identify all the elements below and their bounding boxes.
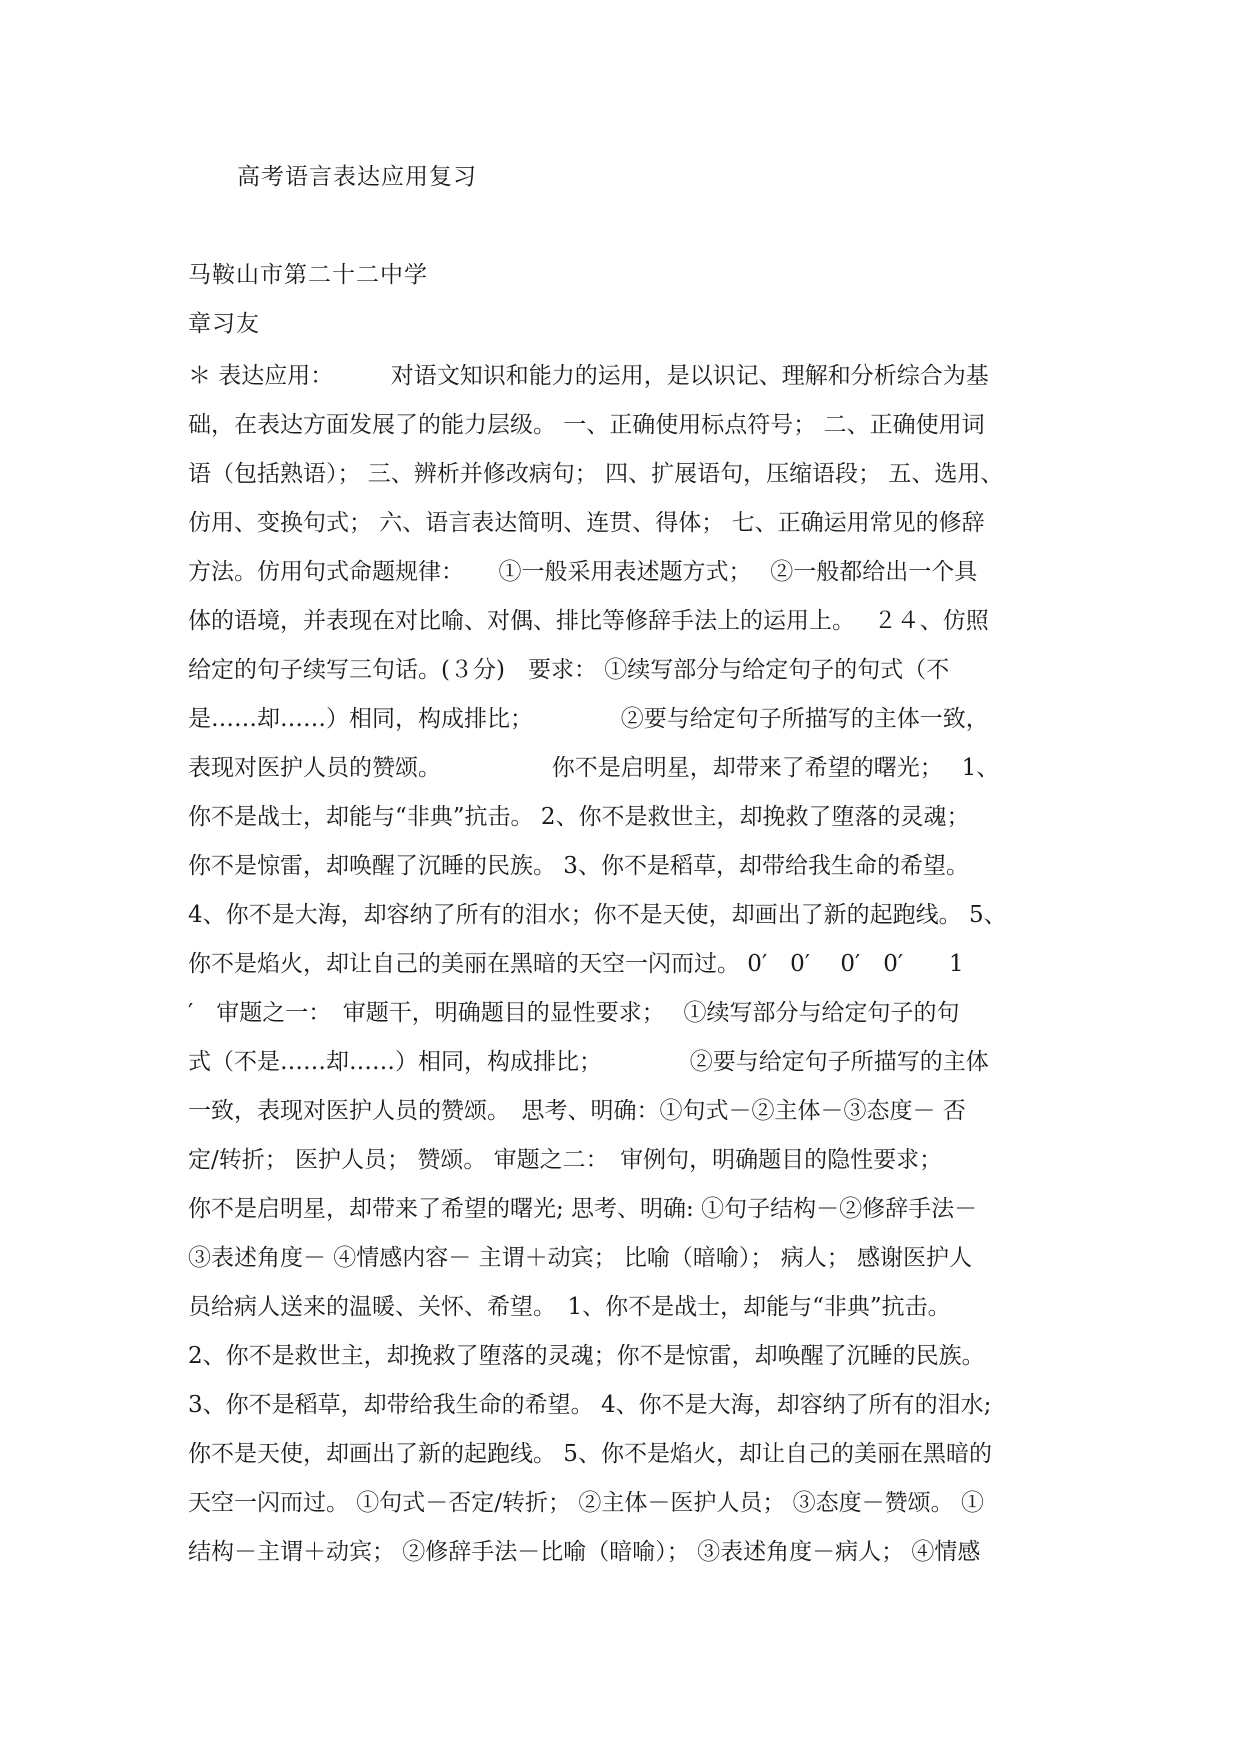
text-line: 仿用、变换句式； 六、语言表达简明、连贯、得体； 七、正确运用常见的修辞	[188, 510, 985, 536]
text-line: 你不是焰火，却让自己的美丽在黑暗的天空一闪而过。 0′ 0′ 0′ 0′ 1	[188, 951, 964, 977]
document-title: 高考语言表达应用复习	[237, 164, 477, 190]
text-line: 你不是启明星，却带来了希望的曙光; 思考、明确: ①句子结构－②修辞手法－	[188, 1196, 978, 1222]
text-line: 础，在表达方面发展了的能力层级。 一、正确使用标点符号； 二、正确使用词	[188, 412, 985, 438]
text-line: 天空一闪而过。 ①句式－否定/转折； ②主体－医护人员； ③态度－赞颂。 ①	[188, 1490, 984, 1516]
text-line: 员给病人送来的温暖、关怀、希望。 1、你不是战士，却能与“非典”抗击。	[188, 1294, 951, 1320]
text-line: 2、你不是救世主，却挽救了堕落的灵魂；你不是惊雷，却唤醒了沉睡的民族。	[188, 1343, 985, 1369]
text-line: 你不是战士，却能与“非典”抗击。 2、你不是救世主，却挽救了堕落的灵魂；	[188, 804, 970, 830]
text-line: 一致，表现对医护人员的赞颂。 思考、明确：①句式－②主体－③态度－ 否	[188, 1098, 966, 1124]
school-name: 马鞍山市第二十二中学	[188, 262, 428, 288]
text-line: 语（包括熟语）； 三、辨析并修改病句； 四、扩展语句，压缩语段； 五、选用、	[188, 461, 1004, 487]
text-line: 定/转折； 医护人员； 赞颂。 审题之二： 审例句，明确题目的隐性要求；	[188, 1147, 943, 1173]
text-line: 3、你不是稻草，却带给我生命的希望。 4、你不是大海，却容纳了所有的泪水;	[188, 1392, 992, 1418]
text-line: 结构－主谓＋动宾； ②修辞手法－比喻（暗喻）； ③表述角度－病人； ④情感	[188, 1539, 981, 1565]
text-line: 方法。仿用句式命题规律： ①一般采用表述题方式； ②一般都给出一个具	[188, 559, 978, 585]
text-line: ③表述角度－ ④情感内容－ 主谓＋动宾； 比喻（暗喻）； 病人； 感谢医护人	[188, 1245, 973, 1271]
text-line: ＊ 表达应用： 对语文知识和能力的运用，是以识记、理解和分析综合为基	[188, 363, 989, 389]
body-text	[188, 352, 1068, 1577]
author-name: 章习友	[188, 311, 260, 337]
text-line: 给定的句子续写三句话。(３分) 要求： ①续写部分与给定句子的句式（不	[188, 657, 950, 683]
text-line: ′ 审题之一： 审题干，明确题目的显性要求； ①续写部分与给定句子的句	[188, 1000, 960, 1026]
text-line: 体的语境，并表现在对比喻、对偶、排比等修辞手法上的运用上。 ２４、仿照	[188, 608, 989, 634]
text-line: 你不是惊雷，却唤醒了沉睡的民族。 3、你不是稻草，却带给我生命的希望。	[188, 853, 969, 879]
text-line: 表现对医护人员的赞颂。 你不是启明星，却带来了希望的曙光； 1、	[188, 755, 1000, 781]
text-line: 式（不是……却……）相同，构成排比； ②要与给定句子所描写的主体	[188, 1049, 989, 1075]
text-line: 是……却……）相同，构成排比； ②要与给定句子所描写的主体一致，	[188, 706, 989, 732]
text-line: 4、你不是大海，却容纳了所有的泪水；你不是天使，却画出了新的起跑线。 5、	[188, 902, 1007, 928]
text-line: 你不是天使，却画出了新的起跑线。 5、你不是焰火，却让自己的美丽在黑暗的	[188, 1441, 992, 1467]
